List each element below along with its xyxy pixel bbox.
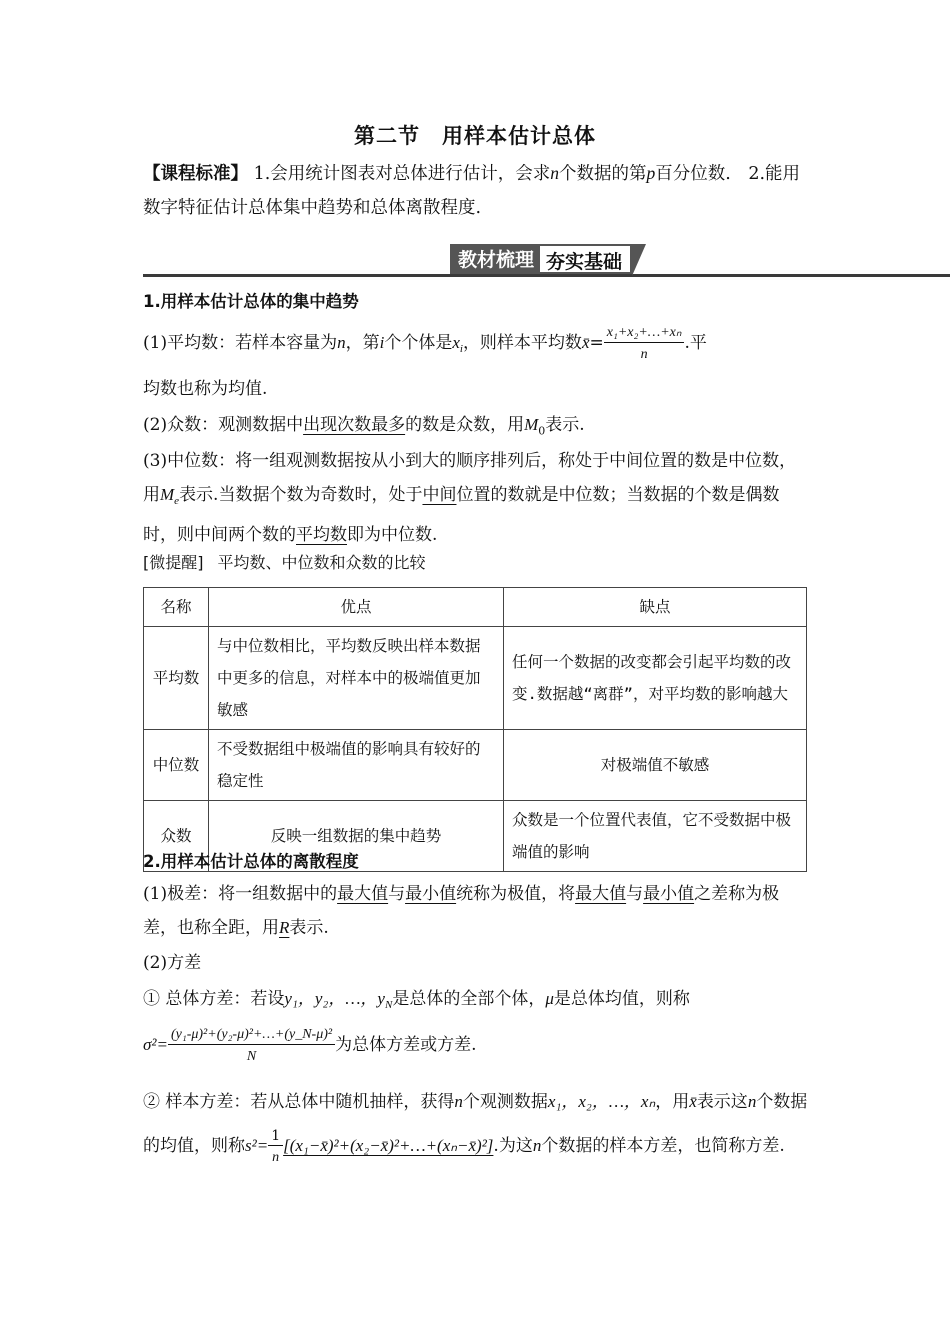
variance-title: (2)方差 (143, 953, 202, 973)
page-title: 第二节 用样本估计总体 (354, 123, 596, 148)
mode-paragraph: (2)众数：观测数据中出现次数最多的数是众数，用$M_0$表示. (143, 415, 585, 438)
section1-heading: 1.用样本估计总体的集中趋势 (143, 292, 359, 311)
course-standard: 【课程标准】 1.会用统计图表对总体进行估计，会求n个数据的第p百分位数. 2.能用数字特征估计总体集中趋势和总体离散程度. (143, 163, 801, 218)
comparison-table (143, 587, 807, 872)
section2-heading: 2.用样本估计总体的离散程度 (143, 852, 359, 871)
table-row: 平均数 与中位数相比，平均数反映出样本数据中更多的信息，对样本中的极端值更加敏感 任何一个数据的改变都会引起平均数的改变.数据越“离群”，对平均数的影响越大 (144, 627, 807, 730)
banner-left-label: 教材梳理 (450, 244, 540, 274)
population-variance-fraction: $\frac{\text{(y₁-μ)²+(y₂-μ)²+…+(y\_N-μ)²}}{N}$ (168, 1025, 335, 1066)
median-paragraph: (3)中位数：将一组观测数据按从小到大的顺序排列后，称处于中间位置的数是中位数，用$M_e$表示.当数据个数为奇数时，处于中间位置的数就是中位数；当数据的个数是偶数时，则中间两个数的平均数即为中位数. (143, 451, 797, 546)
range-paragraph: (1)极差：将一组数据中的最大值与最小值统称为极值，将最大值与最小值之差称为极差，也称全距，用R表示. (143, 884, 780, 938)
tip-label: [微提醒] (143, 553, 204, 572)
table-row: 中位数 不受数据组中极端值的影响具有较好的稳定性 对极端值不敏感 (144, 730, 807, 801)
table-row: 众数 反映一组数据的集中趋势 众数是一个位置代表值，它不受数据中极端值的影响 (144, 801, 807, 872)
sample-variance: ② 样本方差：若从总体中随机抽样，获得n个观测数据x₁，x₂，…，xₙ，用x̄表示这n个数据的均值，则称s²= $\frac{1}{n}$ [(x₁−x̄)²+(x₂−x̄)²+…+(xₙ−x̄)²].为这n个数据的样本方差，也简称方差. (143, 1092, 808, 1165)
population-variance-formula: σ²= $\frac{\text{(y₁-μ)²+(y₂-μ)²+…+(y\_N-μ)²}}{N}$ 为总体方差或方差. (143, 1027, 477, 1064)
mean-paragraph: (1)平均数：若样本容量为n，第i个个体是$x_i$，则样本平均数x̄= $\frac{\text{x₁+x₂+…+xₙ}}{n}$ .平 均数也称为均值. (143, 325, 707, 400)
banner-tail (632, 244, 646, 276)
tip-text: 平均数、中位数和众数的比较 (217, 553, 426, 572)
sample-variance-fraction: $\frac{1}{n}$ (268, 1127, 283, 1167)
population-variance: ① 总体方差：若设y₁，y₂，…，$y_N$是总体的全部个体，μ是总体均值，则称 (143, 989, 690, 1012)
section-banner (143, 241, 950, 281)
table-header-row: 名称 优点 缺点 (144, 588, 807, 627)
banner-right-label: 夯实基础 (540, 244, 632, 274)
standard-tag: 【课程标准】 (143, 164, 248, 184)
tip-line (143, 550, 426, 573)
mean-fraction: $\frac{\text{x₁+x₂+…+xₙ}}{n}$ (604, 323, 685, 364)
